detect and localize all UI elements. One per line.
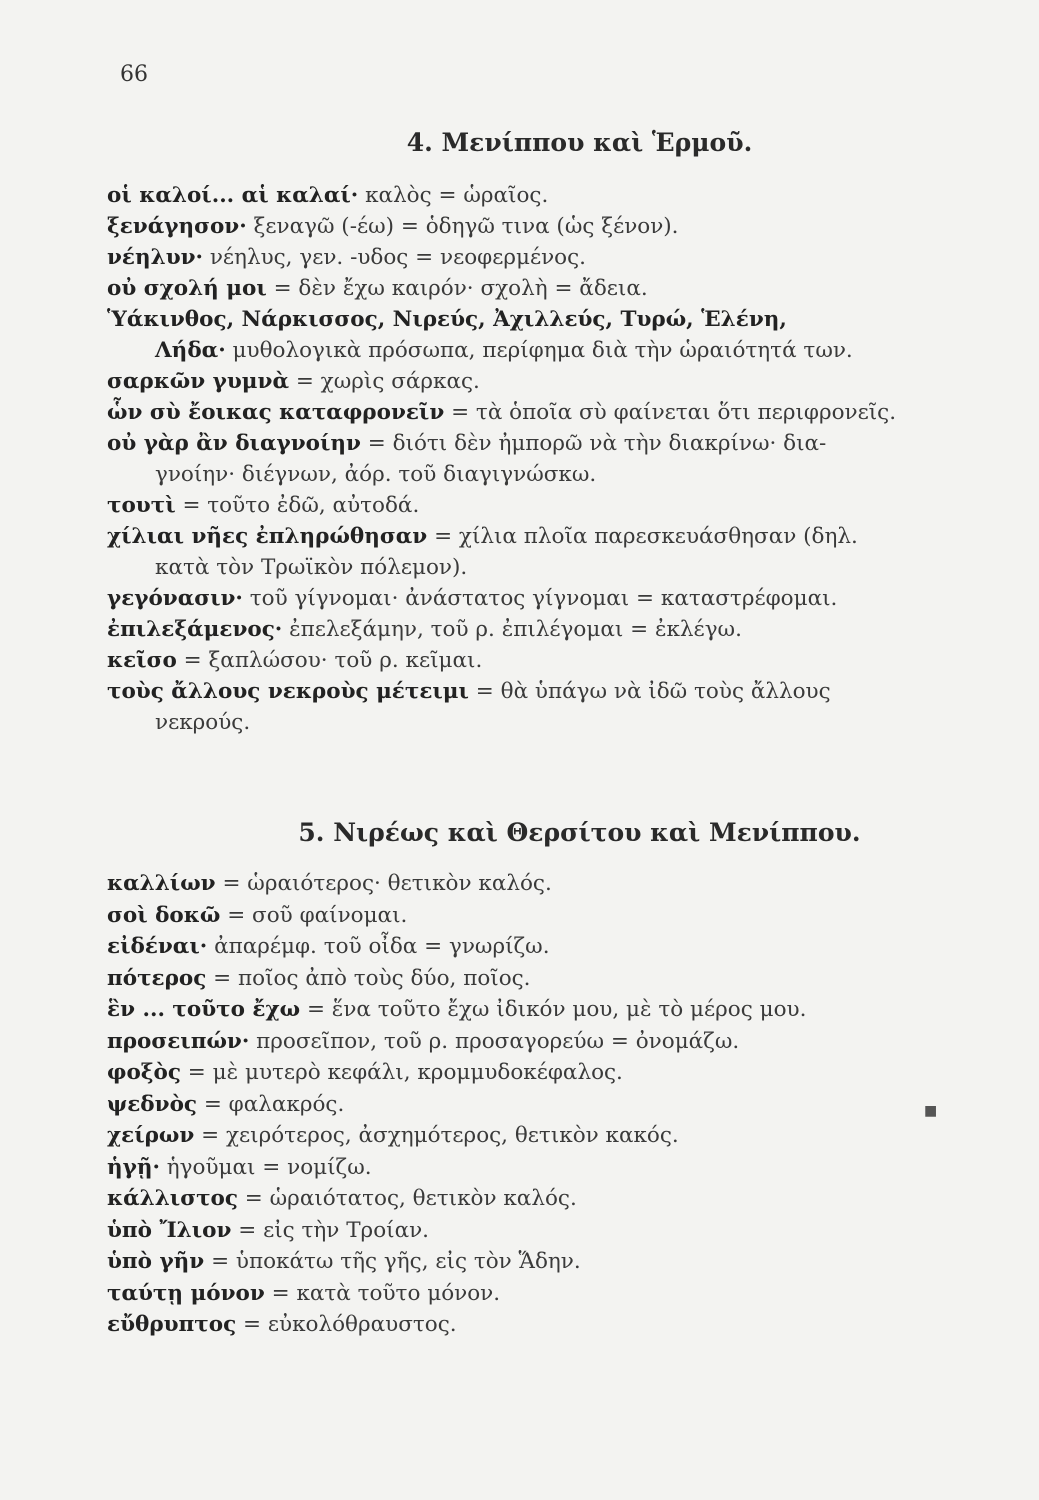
- entry-definition: = ξαπλώσου· τοῦ ρ. κεῖμαι.: [176, 648, 483, 673]
- entry-definition: ἀπαρέμφ. τοῦ οἶδα = γνωρίζω.: [207, 934, 550, 959]
- glossary-entry: [107, 397, 977, 428]
- entry-definition: = ὑποκάτω τῆς γῆς, εἰς τὸν Ἅδην.: [204, 1249, 581, 1274]
- entry-definition: = χωρὶς σάρκας.: [289, 369, 480, 394]
- entry-definition: = φαλακρός.: [197, 1091, 345, 1117]
- entry-term: ἐπιλεξάμενος·: [107, 617, 283, 642]
- glossary-entry: [107, 994, 977, 1025]
- entry-term: χείρων: [107, 1123, 195, 1148]
- entry-term: οὐ σχολή μοι: [107, 276, 267, 301]
- entry-term: ξενάγησον·: [107, 214, 247, 239]
- glossary-entry: [107, 1309, 977, 1340]
- entry-term: κάλλιστος: [107, 1186, 238, 1211]
- entry-term: Λήδα·: [155, 338, 226, 363]
- entry-definition: ἡγοῦμαι = νομίζω.: [159, 1154, 372, 1180]
- entry-definition: = ποῖος ἀπὸ τοὺς δύο, ποῖος.: [206, 965, 531, 991]
- glossary-entry: [107, 1120, 977, 1151]
- entry-term: ψεδνὸς: [107, 1091, 197, 1117]
- entry-definition: καλὸς = ὡραῖος.: [358, 183, 549, 208]
- entry-term: σαρκῶν γυμνὰ: [107, 369, 289, 394]
- entry-continuation: [107, 459, 977, 490]
- glossary-entry: [107, 1057, 977, 1088]
- entry-definition: = ὡραιότερος· θετικὸν καλός.: [215, 871, 552, 896]
- entry-definition: = δὲν ἔχω καιρόν· σχολὴ = ἄδεια.: [266, 276, 648, 301]
- entry-term: οἱ καλοί... αἱ καλαί·: [107, 183, 359, 208]
- entry-definition: = σοῦ φαίνομαι.: [220, 902, 408, 928]
- entry-term: πότερος: [107, 965, 207, 991]
- section-heading: 4. Μενίππου καὶ Ἑρμοῦ.: [406, 128, 753, 157]
- glossary-entry: [107, 1026, 977, 1057]
- glossary-entry: [107, 614, 977, 645]
- entry-term: οὐ γὰρ ἂν διαγνοίην: [107, 431, 361, 456]
- entry-definition: = χίλια πλοῖα παρεσκευάσθησαν (δηλ.: [427, 524, 858, 549]
- entry-term: χίλιαι νῆες ἐπληρώθησαν: [107, 524, 428, 549]
- entry-definition: τοῦ γίγνομαι· ἀνάστατος γίγνομαι = καταστρέφομαι.: [242, 586, 838, 611]
- entry-continuation: [107, 552, 977, 583]
- entry-term: Ὑάκινθος, Νάρκισσος, Νιρεύς, Ἀχιλλεύς, Τυρώ, Ἑλένη,: [107, 307, 787, 332]
- entry-definition: = ὡραιότατος, θετικὸν καλός.: [237, 1186, 577, 1211]
- entry-definition: = κατὰ τοῦτο μόνον.: [264, 1280, 501, 1306]
- glossary-entry: [107, 963, 977, 994]
- glossary-entry: [107, 1152, 977, 1183]
- entry-term: ταύτῃ μόνον: [107, 1280, 265, 1306]
- entry-term: τοὺς ἄλλους νεκροὺς μέτειμι: [107, 679, 469, 704]
- glossary-entry: [107, 868, 977, 899]
- entry-definition: = ἕνα τοῦτο ἔχω ἰδικόν μου, μὲ τὸ μέρος μου.: [300, 997, 807, 1022]
- entry-term: εὔθρυπτος: [107, 1312, 237, 1337]
- entry-definition: = τοῦτο ἐδῶ, αὐτοδά.: [175, 493, 420, 518]
- entry-term: σοὶ δοκῶ: [107, 902, 221, 928]
- glossary-entry: [107, 242, 977, 273]
- glossary-entry: [107, 1089, 977, 1120]
- entry-term: κεῖσο: [107, 648, 177, 673]
- glossary-entry: [107, 1278, 977, 1309]
- entry-term: καλλίων: [107, 871, 216, 896]
- ink-mark: ■: [924, 1103, 938, 1119]
- entry-definition: = εἰς τὴν Τροίαν.: [231, 1217, 429, 1243]
- entry-term: φοξὸς: [107, 1060, 181, 1085]
- glossary-entry: [107, 428, 977, 490]
- entry-definition: = μὲ μυτερὸ κεφάλι, κρομμυδοκέφαλος.: [180, 1060, 623, 1085]
- entry-term: ὧν σὺ ἔοικας καταφρονεῖν: [107, 400, 445, 425]
- entry-term: ἡγῇ·: [107, 1154, 160, 1180]
- entry-term: ἓν ... τοῦτο ἔχω: [107, 997, 301, 1022]
- glossary-entry: [107, 490, 977, 521]
- entry-definition: προσεῖπον, τοῦ ρ. προσαγορεύω = ὀνομάζω.: [249, 1028, 740, 1054]
- entry-term: ὑπὸ Ἴλιον: [107, 1217, 232, 1243]
- entry-definition: = τὰ ὁποῖα σὺ φαίνεται ὅτι περιφρονεῖς.: [444, 400, 897, 425]
- entry-term: νέηλυν·: [107, 245, 204, 270]
- entry-definition: νεκρούς.: [155, 710, 251, 735]
- glossary-entry: [107, 583, 977, 614]
- glossary-entry: [107, 1183, 977, 1214]
- entry-term: ὑπὸ γῆν: [107, 1249, 205, 1274]
- glossary-entry: [107, 180, 977, 211]
- entry-definition: κατὰ τὸν Τρωϊκὸν πόλεμον).: [155, 555, 468, 580]
- entry-continuation: [107, 335, 977, 366]
- entry-term: προσειπών·: [107, 1028, 250, 1054]
- entry-definition: μυθολογικὰ πρόσωπα, περίφημα διὰ τὴν ὡραιότητά των.: [225, 338, 853, 363]
- glossary-entry: [107, 521, 977, 583]
- section-heading: 5. Νιρέως καὶ Θερσίτου καὶ Μενίππου.: [298, 818, 861, 847]
- entry-definition: ξεναγῶ (-έω) = ὁδηγῶ τινα (ὡς ξένον).: [246, 214, 679, 239]
- entry-definition: = θὰ ὑπάγω νὰ ἰδῶ τοὺς ἄλλους: [468, 679, 831, 704]
- entry-definition: = εὐκολόθραυστος.: [236, 1312, 457, 1337]
- entry-term: εἰδέναι·: [107, 934, 208, 959]
- entry-definition: = διότι δὲν ἠμπορῶ νὰ τὴν διακρίνω· δια-: [360, 431, 827, 456]
- glossary-entry: [107, 366, 977, 397]
- glossary-entry: [107, 304, 977, 366]
- entry-definition: = χειρότερος, ἀσχημότερος, θετικὸν κακός.: [194, 1123, 679, 1148]
- entry-term: γεγόνασιν·: [107, 586, 243, 611]
- entry-definition: νέηλυς, γεν. -υδος = νεοφερμένος.: [203, 245, 587, 270]
- glossary-entry: [107, 900, 977, 931]
- entry-definition: γνοίην· διέγνων, ἀόρ. τοῦ διαγιγνώσκω.: [155, 462, 597, 487]
- glossary-entry: [107, 273, 977, 304]
- glossary-entry: [107, 676, 977, 738]
- glossary-entry: [107, 645, 977, 676]
- glossary-entry: [107, 211, 977, 242]
- glossary-entry: [107, 931, 977, 962]
- glossary-entry: [107, 1246, 977, 1277]
- glossary-entry: [107, 1215, 977, 1246]
- entry-definition: ἐπελεξάμην, τοῦ ρ. ἐπιλέγομαι = ἐκλέγω.: [282, 617, 742, 642]
- entry-term: τουτὶ: [107, 493, 176, 518]
- entry-continuation: [107, 707, 977, 738]
- page-number: 66: [120, 62, 148, 87]
